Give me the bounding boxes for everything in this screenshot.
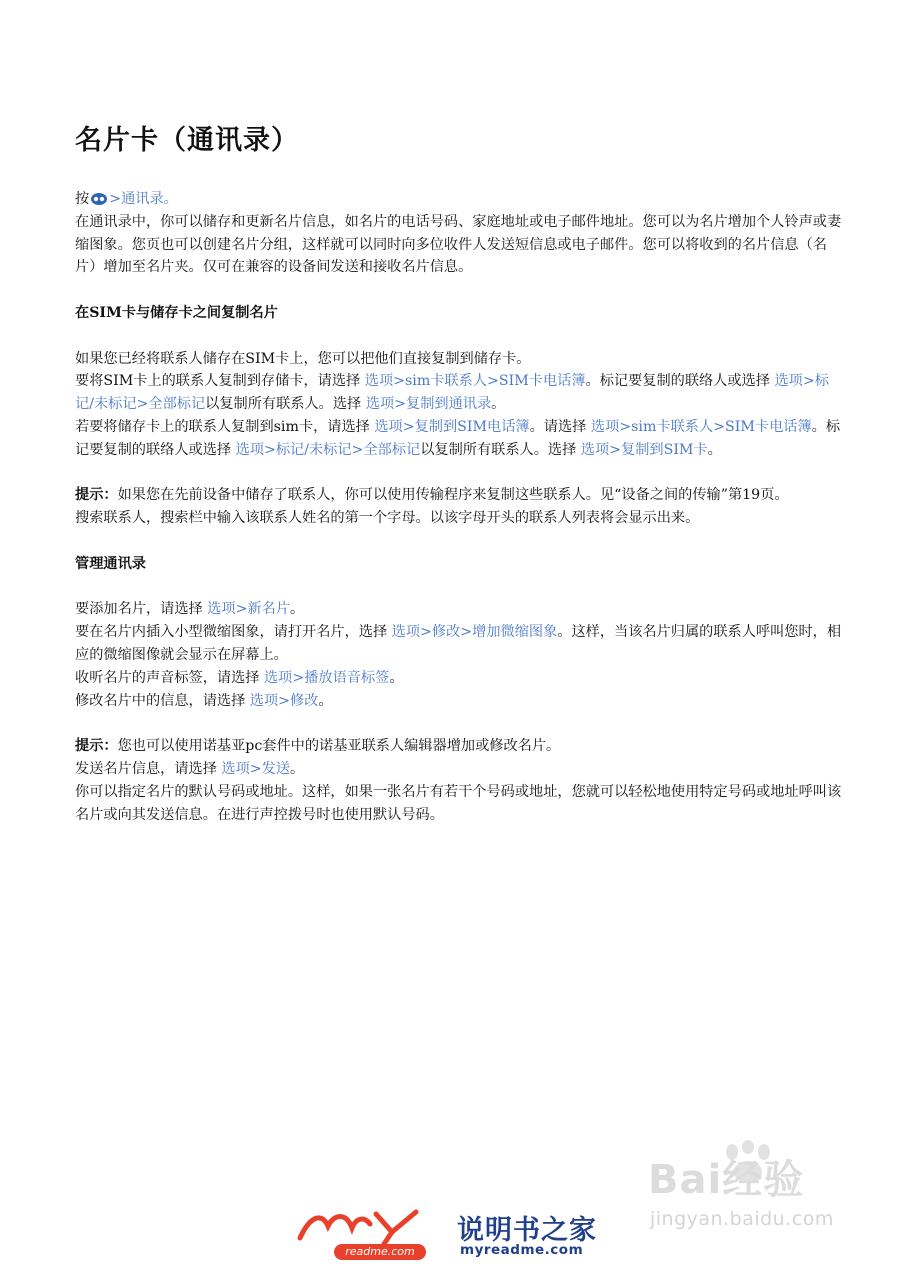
copy-card-to-sim xyxy=(75,416,843,462)
intro-press-line xyxy=(75,188,843,211)
menu-path: 选项>sim卡联系人>SIM卡电话簿 xyxy=(590,418,812,435)
text-run: 。 xyxy=(290,601,305,618)
menu-path: 选项>新名片 xyxy=(207,601,291,618)
play-voice-tag xyxy=(75,667,843,690)
search-paragraph: 搜索联系人，搜索栏中输入该联系人姓名的第一个字母。以该字母开头的联系人列表将会显示出来。 xyxy=(75,510,700,527)
text-run: 要在名片内插入小型微缩图象，请打开名片，选择 xyxy=(75,624,392,641)
tip-pc-suite xyxy=(75,735,843,758)
menu-path: 选项>复制到SIM电话簿 xyxy=(374,418,530,435)
text-run: 。 xyxy=(491,396,506,413)
menu-path: 选项>标记/未标记>全部标记 xyxy=(235,441,421,458)
text-run: 。 xyxy=(290,760,305,777)
insert-thumbnail xyxy=(75,621,843,667)
edit-card xyxy=(75,690,843,713)
readme-badge: readme.com xyxy=(334,1244,426,1260)
menu-path: 选项>修改 xyxy=(249,692,319,709)
menu-path: 选项>修改>增加微缩图象 xyxy=(391,624,558,641)
text-run: 。 xyxy=(318,692,333,709)
text-run: 收听名片的声音标签，请选择 xyxy=(75,669,264,686)
menu-path: 选项>复制到SIM卡 xyxy=(580,441,708,458)
text-run: 。 xyxy=(389,669,404,686)
text-run: 。标记要复制的联络人或选择 xyxy=(585,373,775,390)
press-text: 按 xyxy=(75,191,90,207)
tip-text: 您也可以使用诺基亚pc套件中的诺基亚联系人编辑器增加或修改名片。 xyxy=(117,738,561,755)
text-run: 发送名片信息，请选择 xyxy=(75,760,222,777)
my-logo-icon xyxy=(292,1206,442,1246)
readme-footer-logo xyxy=(292,1206,612,1266)
section-heading-copy: 在SIM卡与储存卡之间复制名片 xyxy=(75,304,278,321)
page-content xyxy=(75,188,843,826)
brand-url: myreadme.com xyxy=(460,1242,584,1258)
menu-path: 选项>sim卡联系人>SIM卡电话簿 xyxy=(364,373,586,390)
text-run: 修改名片中的信息，请选择 xyxy=(75,692,250,709)
text-run: 以复制所有联系人。选择 xyxy=(205,396,366,413)
tip-text: 如果您在先前设备中储存了联系人，你可以使用传输程序来复制这些联系人。见“设备之间的传输”第19页。 xyxy=(117,487,789,504)
intro-paragraph: 在通讯录中，你可以储存和更新名片信息，如名片的电话号码、家庭地址或电子邮件地址。您可以为名片增加个人铃声或妻缩图象。您页也可以创建名片分组，这样就可以同时向多位收件人发送短信息或电子邮件。您可以将收到的名片信息（名片）增加至名片夹。仅可在兼容的设备间发送和接收名片信息。 xyxy=(75,213,842,276)
text-run: 若要将储存卡上的联系人复制到sim卡，请选择 xyxy=(75,418,375,435)
page-title: 名片卡（通讯录） xyxy=(75,125,299,156)
baidu-jingyan-watermark xyxy=(648,1140,853,1270)
tip-label: 提示： xyxy=(75,487,118,504)
text-run: 。请选择 xyxy=(529,418,591,435)
watermark-url: jingyan.baidu.com xyxy=(650,1208,834,1230)
text-run: 要添加名片，请选择 xyxy=(75,601,208,618)
copy-sim-to-card xyxy=(75,370,843,416)
text-run: 。标记要复制的联络人或选择 xyxy=(75,418,841,458)
add-card xyxy=(75,598,843,621)
text-run: 。 xyxy=(707,441,722,458)
menu-path: 选项>复制到通讯录 xyxy=(365,396,492,413)
menu-path: 选项>播放语音标签 xyxy=(263,669,390,686)
menu-path: 选项>标记/未标记>全部标记 xyxy=(75,373,829,413)
brand-name: 说明书之家 xyxy=(457,1215,597,1246)
copy-intro: 如果您已经将联系人储存在SIM卡上，您可以把他们直接复制到储存卡。 xyxy=(75,350,531,367)
menu-path-contacts: >通讯录。 xyxy=(109,191,178,207)
tip-transfer xyxy=(75,484,843,507)
text-run: 以复制所有联系人。选择 xyxy=(420,441,581,458)
text-run: 。这样，当该名片归属的联系人呼叫您时，相应的微缩图像就会显示在屏幕上。 xyxy=(75,624,842,663)
watermark-brand: Bai经验 xyxy=(648,1157,805,1203)
menu-key-icon xyxy=(90,192,108,206)
text-run: 要将SIM卡上的联系人复制到存储卡，请选择 xyxy=(75,373,365,390)
menu-path: 选项>发送 xyxy=(221,760,291,777)
section-heading-manage: 管理通讯录 xyxy=(75,555,146,572)
send-card xyxy=(75,758,843,781)
tip-label: 提示： xyxy=(75,738,118,755)
default-number: 你可以指定名片的默认号码或地址。这样，如果一张名片有若干个号码或地址，您就可以轻松地使用特定号码或地址呼叫该名片或向其发送信息。在进行声控拨号时也使用默认号码。 xyxy=(75,783,842,823)
